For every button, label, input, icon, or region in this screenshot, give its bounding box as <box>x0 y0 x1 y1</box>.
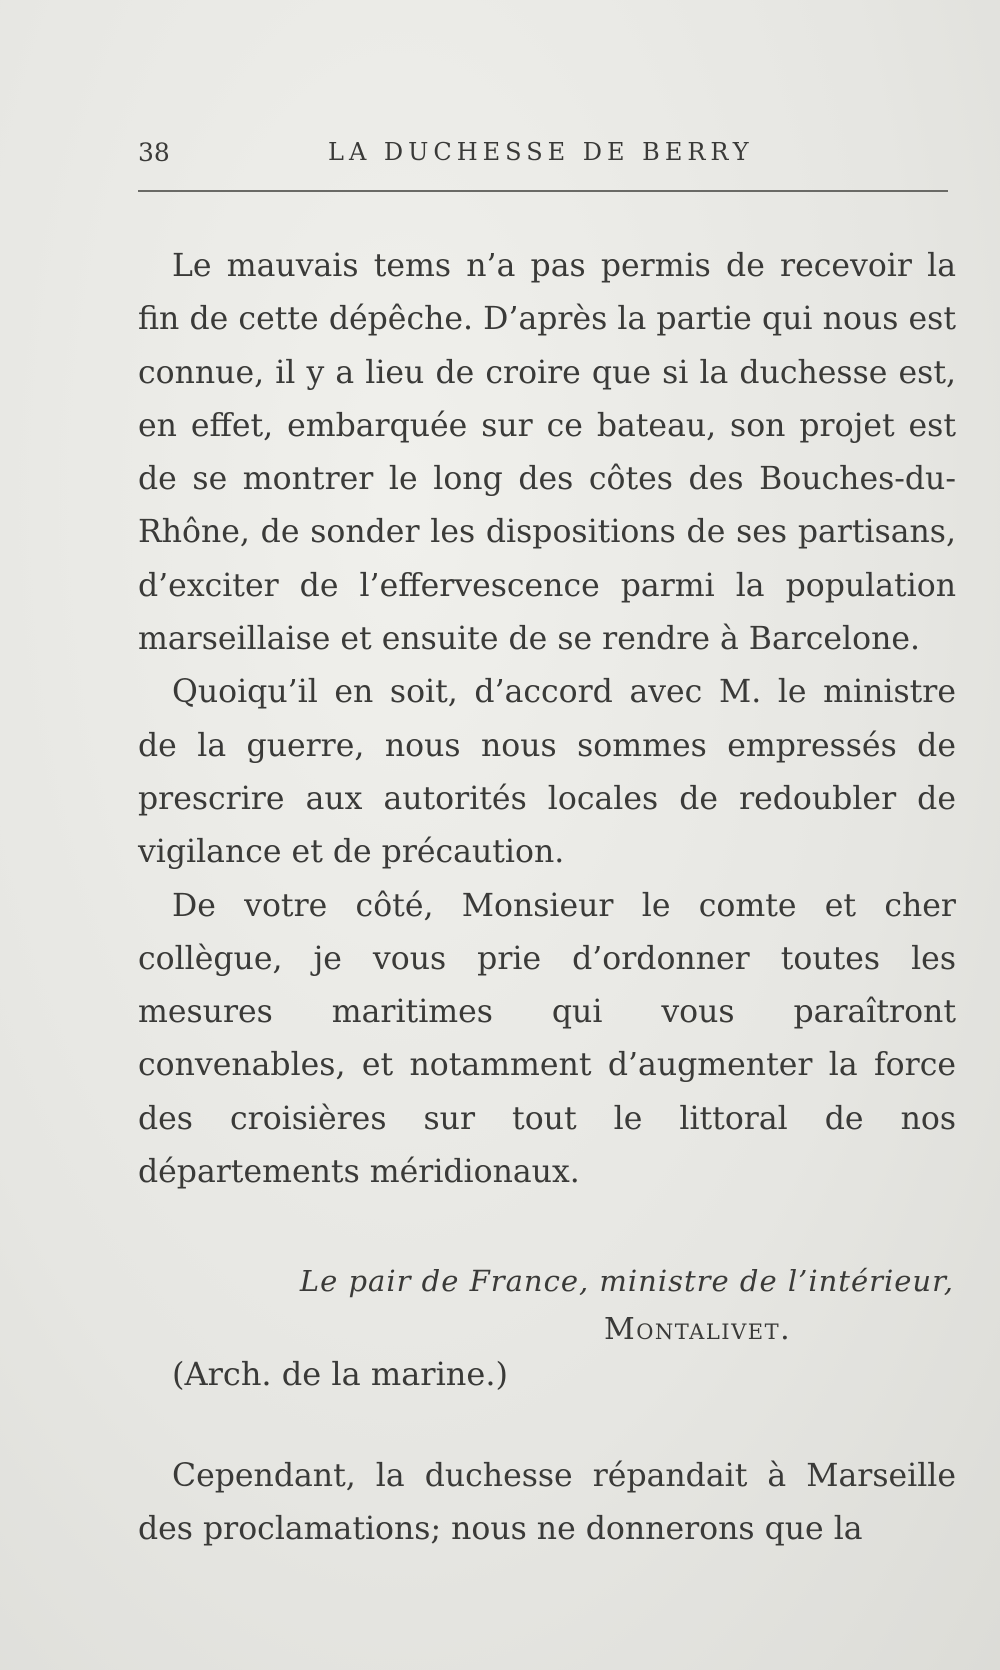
paragraph: De votre côté, Monsieur le comte et cher collègue, je vous prie d’ordonner toutes les mesures maritimes qui vous paraîtront convenables, et notamment d’augmenter la force des croisières sur tout le littoral de nos départements méridionaux. <box>138 887 956 1191</box>
signature-name: Montalivet. <box>604 1312 792 1347</box>
header-rule <box>138 190 948 192</box>
page-number: 38 <box>138 138 170 167</box>
letter-body <box>138 240 956 1199</box>
continuation-text <box>138 1450 956 1557</box>
source-citation: (Arch. de la marine.) <box>172 1355 508 1393</box>
page-header <box>138 138 948 174</box>
signature-title: Le pair de France, ministre de l’intérieur, <box>299 1264 954 1298</box>
paragraph: Quoiqu’il en soit, d’accord avec M. le ministre de la guerre, nous nous sommes empressés de prescrire aux autorités locales de redoubler de vigilance et de précaution. <box>138 674 956 871</box>
running-head: LA DUCHESSE DE BERRY <box>328 138 754 166</box>
paragraph: Le mauvais tems n’a pas permis de recevoir la fin de cette dépêche. D’après la partie qui nous est connue, il y a lieu de croire que si la duchesse est, en effet, embarquée sur ce bateau, son projet est de se montrer le long des côtes des Bouches-du-Rhône, de sonder les dispositions de ses partisans, d’exciter de l’effervescence parmi la population marseillaise et ensuite de se rendre à Barcelone. <box>138 248 956 658</box>
paragraph: Cependant, la duchesse répandait à Marseille des proclamations; nous ne donnerons que la <box>138 1458 956 1548</box>
